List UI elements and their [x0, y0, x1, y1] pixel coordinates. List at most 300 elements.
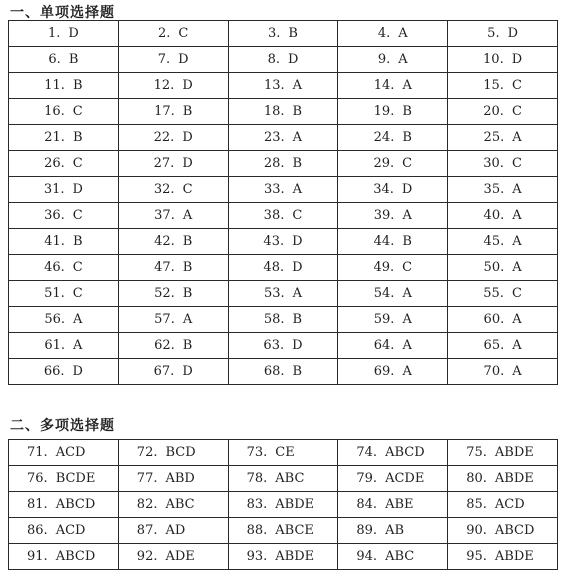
- answer-letter: B: [292, 364, 303, 379]
- answer-cell: [448, 21, 558, 47]
- answer-letter: A: [512, 182, 522, 197]
- question-number: 3.: [268, 26, 281, 41]
- question-number: 73.: [246, 445, 268, 460]
- answer-letter: A: [292, 182, 303, 197]
- question-number: 30.: [483, 156, 504, 171]
- answer-cell: [9, 359, 119, 385]
- answer-cell: [448, 440, 558, 466]
- answer-cell: [9, 21, 119, 47]
- answer-cell: [228, 466, 338, 492]
- question-number: 35.: [483, 182, 505, 197]
- question-number: 31.: [43, 182, 65, 197]
- answer-cell: [338, 518, 448, 544]
- question-number: 92.: [136, 549, 158, 564]
- answer-letter: B: [182, 338, 193, 353]
- table-row: [9, 307, 558, 333]
- answer-cell: [448, 307, 558, 333]
- answer-cell: [448, 151, 558, 177]
- answer-letter: B: [182, 260, 193, 275]
- table-row: [9, 544, 558, 570]
- answer-letter: BCDE: [55, 471, 96, 486]
- answer-cell: [118, 518, 228, 544]
- question-number: 2.: [158, 26, 171, 41]
- question-number: 65.: [483, 338, 505, 353]
- answer-cell: [9, 307, 119, 333]
- question-number: 10.: [483, 52, 504, 67]
- answer-letter: A: [292, 78, 303, 93]
- answer-letter: B: [402, 104, 412, 119]
- question-number: 60.: [483, 312, 505, 327]
- answer-cell: [118, 229, 228, 255]
- answer-cell: [118, 466, 228, 492]
- answer-letter: C: [511, 286, 522, 301]
- table-row: [9, 229, 558, 255]
- question-number: 1.: [47, 26, 61, 41]
- answer-cell: [118, 125, 228, 151]
- answer-letter: A: [512, 234, 522, 249]
- answer-cell: [9, 177, 119, 203]
- answer-letter: C: [178, 26, 189, 41]
- question-number: 23.: [263, 130, 285, 145]
- answer-letter: ACD: [494, 497, 525, 512]
- answer-letter: D: [511, 52, 523, 67]
- answer-cell: [228, 492, 338, 518]
- question-number: 11.: [44, 78, 65, 93]
- answer-letter: C: [402, 260, 413, 275]
- answer-letter: ABDE: [494, 471, 534, 486]
- question-number: 75.: [466, 445, 487, 460]
- answer-cell: [9, 466, 119, 492]
- answer-cell: [118, 333, 228, 359]
- answer-cell: [338, 544, 448, 570]
- question-number: 32.: [153, 182, 175, 197]
- answer-cell: [118, 281, 228, 307]
- answer-cell: [448, 177, 558, 203]
- question-number: 50.: [483, 260, 505, 275]
- answer-cell: [228, 281, 338, 307]
- answer-letter: C: [72, 208, 83, 223]
- answer-letter: A: [73, 338, 83, 353]
- answer-letter: AB: [385, 523, 405, 538]
- question-number: 44.: [373, 234, 395, 249]
- question-number: 34.: [373, 182, 394, 197]
- answer-cell: [228, 359, 338, 385]
- answer-cell: [118, 544, 228, 570]
- answer-cell: [118, 47, 228, 73]
- answer-letter: C: [72, 260, 83, 275]
- answer-cell: [448, 255, 558, 281]
- answer-letter: ABDE: [494, 445, 534, 460]
- answer-cell: [338, 492, 448, 518]
- answer-letter: A: [512, 312, 522, 327]
- table-row: [9, 359, 558, 385]
- answer-cell: [448, 47, 558, 73]
- answer-letter: ADE: [165, 549, 195, 564]
- answer-cell: [9, 333, 119, 359]
- answer-cell: [338, 177, 448, 203]
- answer-letter: A: [402, 286, 412, 301]
- question-number: 40.: [483, 208, 505, 223]
- answer-cell: [9, 73, 119, 99]
- answer-cell: [9, 518, 119, 544]
- question-number: 22.: [153, 130, 175, 145]
- question-number: 45.: [483, 234, 505, 249]
- question-number: 41.: [44, 234, 65, 249]
- table-row: [9, 73, 558, 99]
- question-number: 57.: [154, 312, 175, 327]
- answer-cell: [228, 177, 338, 203]
- question-number: 85.: [466, 497, 487, 512]
- answer-letter: A: [512, 260, 522, 275]
- answer-cell: [338, 255, 448, 281]
- answer-cell: [228, 229, 338, 255]
- answer-cell: [118, 177, 228, 203]
- answer-letter: ABCD: [385, 445, 425, 460]
- question-number: 51.: [44, 286, 65, 301]
- question-number: 5.: [487, 26, 500, 41]
- answer-letter: D: [68, 26, 79, 41]
- answer-cell: [118, 21, 228, 47]
- answer-cell: [338, 440, 448, 466]
- answer-letter: D: [292, 234, 303, 249]
- question-number: 61.: [44, 338, 66, 353]
- answer-cell: [448, 281, 558, 307]
- question-number: 88.: [246, 523, 268, 538]
- single-choice-answer-table: [8, 20, 558, 385]
- answer-letter: ABCD: [55, 549, 96, 564]
- answer-cell: [118, 151, 228, 177]
- question-number: 66.: [43, 364, 65, 379]
- answer-cell: [448, 229, 558, 255]
- answer-letter: A: [402, 338, 412, 353]
- answer-letter: B: [182, 286, 193, 301]
- question-number: 64.: [373, 338, 395, 353]
- question-number: 63.: [263, 338, 285, 353]
- answer-letter: ACD: [55, 523, 86, 538]
- question-number: 78.: [246, 471, 268, 486]
- answer-letter: C: [402, 156, 413, 171]
- answer-cell: [9, 544, 119, 570]
- question-number: 52.: [154, 286, 175, 301]
- answer-cell: [9, 125, 119, 151]
- question-number: 59.: [373, 312, 395, 327]
- answer-cell: [448, 125, 558, 151]
- answer-letter: D: [72, 182, 83, 197]
- answer-cell: [338, 229, 448, 255]
- question-number: 58.: [263, 312, 285, 327]
- question-number: 18.: [263, 104, 285, 119]
- answer-letter: ABCD: [55, 497, 96, 512]
- answer-letter: ABC: [385, 549, 415, 564]
- answer-cell: [9, 255, 119, 281]
- question-number: 8.: [267, 52, 280, 67]
- answer-cell: [338, 47, 448, 73]
- question-number: 4.: [377, 26, 391, 41]
- question-number: 47.: [154, 260, 175, 275]
- table-row: [9, 440, 558, 466]
- answer-cell: [448, 73, 558, 99]
- question-number: 6.: [48, 52, 61, 67]
- question-number: 39.: [373, 208, 395, 223]
- question-number: 94.: [356, 549, 378, 564]
- table-row: [9, 99, 558, 125]
- answer-cell: [338, 203, 448, 229]
- answer-letter: C: [511, 78, 522, 93]
- answer-letter: ABC: [165, 497, 195, 512]
- answer-cell: [338, 307, 448, 333]
- table-row: [9, 255, 558, 281]
- answer-cell: [118, 255, 228, 281]
- table-row: [9, 466, 558, 492]
- answer-letter: ABDE: [275, 497, 315, 512]
- table-row: [9, 125, 558, 151]
- answer-letter: B: [292, 312, 303, 327]
- question-number: 71.: [27, 445, 48, 460]
- answer-letter: A: [398, 52, 408, 67]
- answer-cell: [338, 333, 448, 359]
- answer-letter: A: [512, 338, 522, 353]
- table-row: [9, 492, 558, 518]
- question-number: 86.: [27, 523, 48, 538]
- answer-cell: [338, 151, 448, 177]
- answer-letter: BCD: [165, 445, 196, 460]
- answer-letter: ACDE: [385, 471, 425, 486]
- answer-letter: CE: [275, 445, 295, 460]
- answer-letter: A: [292, 130, 303, 145]
- answer-cell: [9, 492, 119, 518]
- answer-letter: B: [72, 78, 83, 93]
- answer-cell: [118, 440, 228, 466]
- answer-cell: [448, 518, 558, 544]
- answer-cell: [118, 307, 228, 333]
- table-row: [9, 518, 558, 544]
- answer-letter: D: [182, 78, 193, 93]
- question-number: 16.: [44, 104, 65, 119]
- question-number: 25.: [483, 130, 505, 145]
- answer-letter: A: [182, 312, 193, 327]
- answer-cell: [338, 359, 448, 385]
- answer-cell: [9, 203, 119, 229]
- question-number: 12.: [153, 78, 175, 93]
- question-number: 33.: [263, 182, 285, 197]
- answer-letter: A: [402, 312, 412, 327]
- question-number: 68.: [263, 364, 285, 379]
- question-number: 38.: [263, 208, 285, 223]
- question-number: 77.: [136, 471, 158, 486]
- question-number: 36.: [44, 208, 65, 223]
- question-number: 29.: [373, 156, 395, 171]
- answer-cell: [338, 99, 448, 125]
- question-number: 79.: [356, 471, 378, 486]
- answer-letter: B: [292, 156, 303, 171]
- answer-letter: A: [512, 364, 522, 379]
- question-number: 90.: [466, 523, 487, 538]
- answer-cell: [338, 281, 448, 307]
- answer-letter: C: [72, 156, 83, 171]
- answer-cell: [448, 492, 558, 518]
- question-number: 24.: [373, 130, 395, 145]
- answer-cell: [228, 518, 338, 544]
- answer-cell: [9, 99, 119, 125]
- question-number: 49.: [373, 260, 395, 275]
- answer-cell: [228, 73, 338, 99]
- answer-letter: A: [73, 312, 83, 327]
- question-number: 17.: [154, 104, 175, 119]
- answer-letter: D: [182, 156, 193, 171]
- question-number: 14.: [373, 78, 395, 93]
- answer-letter: A: [292, 286, 303, 301]
- answer-letter: A: [402, 208, 412, 223]
- question-number: 43.: [263, 234, 285, 249]
- answer-cell: [9, 229, 119, 255]
- answer-letter: B: [402, 234, 412, 249]
- answer-letter: B: [72, 130, 83, 145]
- answer-cell: [228, 307, 338, 333]
- table-row: [9, 47, 558, 73]
- answer-letter: D: [72, 364, 83, 379]
- answer-letter: D: [287, 52, 299, 67]
- answer-letter: ABE: [385, 497, 414, 512]
- table-row: [9, 151, 558, 177]
- question-number: 26.: [44, 156, 65, 171]
- question-number: 91.: [27, 549, 48, 564]
- answer-cell: [448, 99, 558, 125]
- answer-letter: AD: [165, 523, 186, 538]
- answer-letter: ABCE: [275, 523, 314, 538]
- question-number: 62.: [154, 338, 175, 353]
- answer-letter: A: [398, 26, 408, 41]
- answer-letter: A: [512, 208, 522, 223]
- answer-cell: [118, 203, 228, 229]
- multiple-choice-answer-table: [8, 439, 558, 570]
- question-number: 37.: [154, 208, 175, 223]
- question-number: 83.: [246, 497, 268, 512]
- answer-cell: [338, 21, 448, 47]
- answer-cell: [228, 544, 338, 570]
- question-number: 93.: [246, 549, 268, 564]
- answer-letter: ABCD: [494, 523, 535, 538]
- table-row: [9, 21, 558, 47]
- answer-letter: C: [72, 286, 83, 301]
- question-number: 42.: [154, 234, 175, 249]
- answer-letter: A: [182, 208, 193, 223]
- question-number: 87.: [136, 523, 158, 538]
- answer-cell: [448, 359, 558, 385]
- question-number: 15.: [483, 78, 504, 93]
- answer-cell: [118, 492, 228, 518]
- answer-letter: B: [68, 52, 79, 67]
- answer-cell: [228, 47, 338, 73]
- question-number: 95.: [466, 549, 487, 564]
- answer-cell: [228, 255, 338, 281]
- answer-letter: ABD: [165, 471, 195, 486]
- answer-cell: [228, 99, 338, 125]
- answer-letter: C: [511, 156, 522, 171]
- question-number: 7.: [157, 52, 171, 67]
- answer-cell: [448, 203, 558, 229]
- answer-cell: [448, 466, 558, 492]
- answer-cell: [338, 466, 448, 492]
- question-number: 76.: [27, 471, 48, 486]
- table-row: [9, 333, 558, 359]
- answer-letter: ABC: [275, 471, 305, 486]
- answer-letter: B: [288, 26, 298, 41]
- answer-letter: C: [182, 182, 193, 197]
- answer-letter: A: [402, 364, 412, 379]
- question-number: 74.: [356, 445, 378, 460]
- answer-letter: D: [292, 260, 303, 275]
- question-number: 21.: [44, 130, 65, 145]
- question-number: 82.: [136, 497, 158, 512]
- answer-letter: B: [402, 130, 412, 145]
- question-number: 81.: [27, 497, 48, 512]
- answer-letter: B: [72, 234, 83, 249]
- answer-cell: [448, 333, 558, 359]
- answer-letter: B: [182, 234, 193, 249]
- answer-letter: ABDE: [494, 549, 534, 564]
- answer-cell: [448, 544, 558, 570]
- question-number: 27.: [153, 156, 175, 171]
- answer-letter: A: [402, 78, 412, 93]
- answer-cell: [9, 151, 119, 177]
- answer-letter: B: [182, 104, 193, 119]
- answer-letter: D: [401, 182, 413, 197]
- question-number: 46.: [44, 260, 65, 275]
- question-number: 9.: [377, 52, 391, 67]
- answer-cell: [338, 73, 448, 99]
- answer-cell: [228, 440, 338, 466]
- answer-letter: D: [292, 338, 303, 353]
- answer-letter: C: [292, 208, 303, 223]
- question-number: 56.: [44, 312, 66, 327]
- answer-cell: [9, 281, 119, 307]
- table-row: [9, 177, 558, 203]
- answer-letter: D: [182, 130, 193, 145]
- answer-cell: [9, 440, 119, 466]
- answer-cell: [228, 151, 338, 177]
- question-number: 20.: [483, 104, 504, 119]
- question-number: 55.: [483, 286, 504, 301]
- answer-cell: [228, 125, 338, 151]
- table-row: [9, 281, 558, 307]
- answer-cell: [118, 99, 228, 125]
- question-number: 72.: [136, 445, 158, 460]
- answer-letter: C: [511, 104, 522, 119]
- question-number: 48.: [263, 260, 285, 275]
- question-number: 89.: [356, 523, 378, 538]
- question-number: 19.: [373, 104, 395, 119]
- answer-letter: D: [507, 26, 519, 41]
- answer-cell: [118, 359, 228, 385]
- answer-cell: [338, 125, 448, 151]
- answer-cell: [228, 333, 338, 359]
- answer-letter: ABDE: [275, 549, 315, 564]
- question-number: 28.: [263, 156, 285, 171]
- answer-cell: [228, 203, 338, 229]
- question-number: 54.: [373, 286, 395, 301]
- question-number: 70.: [483, 364, 505, 379]
- question-number: 13.: [263, 78, 285, 93]
- table-row: [9, 203, 558, 229]
- answer-cell: [228, 21, 338, 47]
- answer-letter: D: [182, 364, 193, 379]
- answer-cell: [118, 73, 228, 99]
- question-number: 80.: [466, 471, 487, 486]
- answer-letter: C: [72, 104, 83, 119]
- answer-letter: B: [292, 104, 303, 119]
- answer-letter: D: [178, 52, 189, 67]
- question-number: 69.: [373, 364, 395, 379]
